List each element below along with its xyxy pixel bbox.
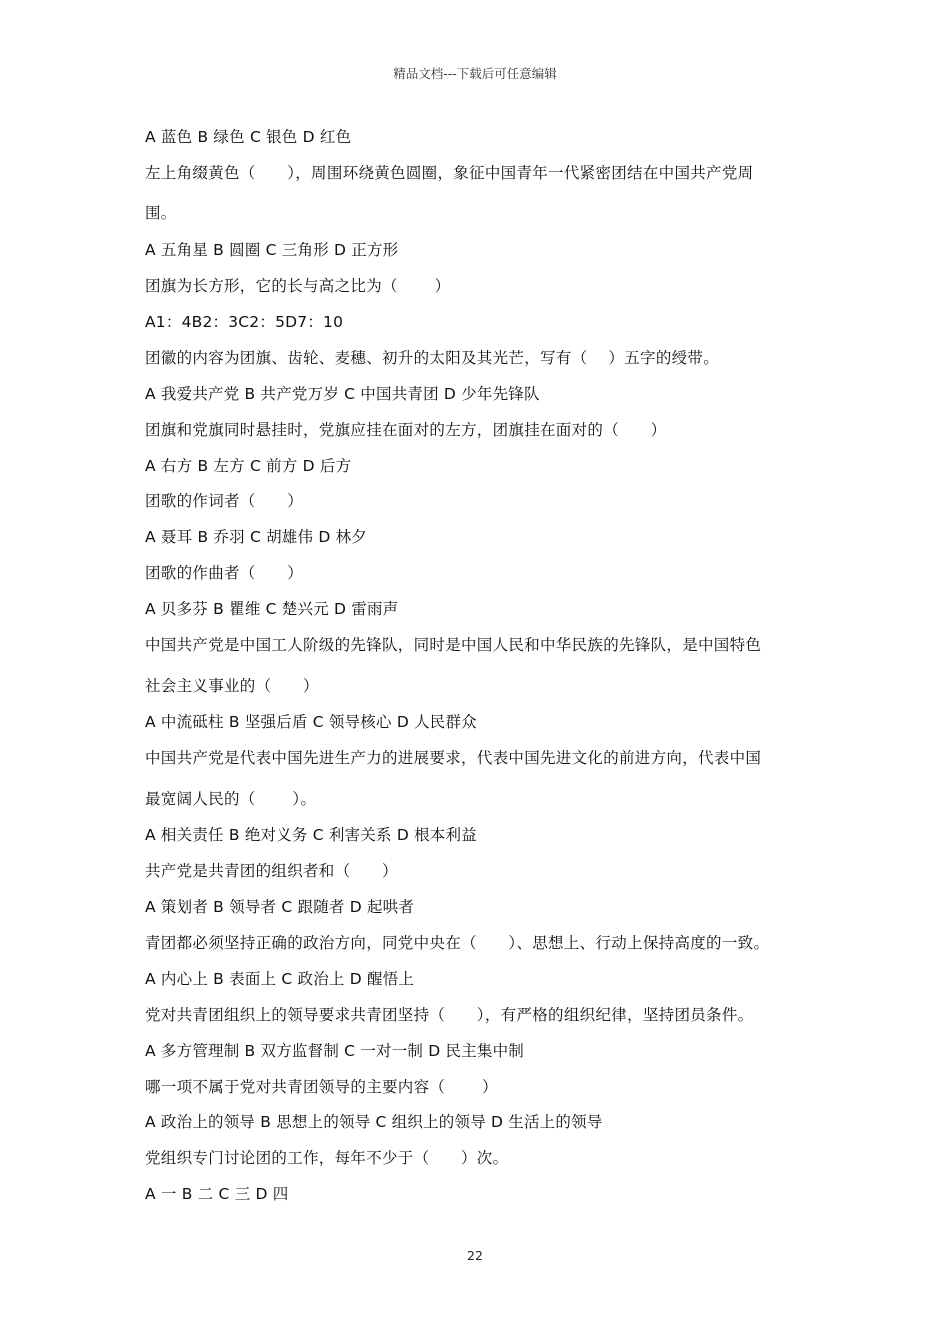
question-line: 中国共产党是中国工人阶级的先锋队，同时是中国人民和中华民族的先锋队，是中国特色: [145, 636, 762, 654]
answer-options-line: A 右方 B 左方 C 前方 D 后方: [145, 457, 352, 475]
question-line: 团歌的作曲者（ ）: [145, 564, 304, 582]
question-line: 哪一项不属于党对共青团领导的主要内容（ ）: [145, 1078, 498, 1096]
question-line: 共产党是共青团的组织者和（ ）: [145, 862, 398, 880]
answer-options-line: A 相关责任 B 绝对义务 C 利害关系 D 根本利益: [145, 826, 477, 844]
question-line: 党组织专门讨论团的工作，每年不少于（ ）次。: [145, 1149, 509, 1167]
question-line: 社会主义事业的（ ）: [145, 677, 319, 695]
question-line: 青团都必须坚持正确的政治方向，同党中央在（ ）、思想上、行动上保持高度的一致。: [145, 934, 770, 952]
answer-options-line: A1：4B2：3C2：5D7：10: [145, 313, 344, 331]
question-line: 中国共产党是代表中国先进生产力的进展要求，代表中国先进文化的前进方向，代表中国: [145, 749, 762, 767]
answer-options-line: A 聂耳 B 乔羽 C 胡雄伟 D 林夕: [145, 528, 367, 546]
answer-options-line: A 多方管理制 B 双方监督制 C 一对一制 D 民主集中制: [145, 1042, 524, 1060]
answer-options-line: A 中流砥柱 B 坚强后盾 C 领导核心 D 人民群众: [145, 713, 477, 731]
page-header: 精品文档---下载后可任意编辑: [393, 66, 557, 81]
question-line: 左上角缀黄色（ ），周围环绕黄色圆圈，象征中国青年一代紧密团结在中国共产党周: [145, 164, 754, 182]
answer-options-line: A 策划者 B 领导者 C 跟随者 D 起哄者: [145, 898, 415, 916]
answer-options-line: A 内心上 B 表面上 C 政治上 D 醒悟上: [145, 970, 415, 988]
question-line: 团旗和党旗同时悬挂时，党旗应挂在面对的左方，团旗挂在面对的（ ）: [145, 421, 667, 439]
answer-options-line: A 蓝色 B 绿色 C 银色 D 红色: [145, 128, 352, 146]
answer-options-line: A 一 B 二 C 三 D 四: [145, 1185, 289, 1203]
question-line: 团旗为长方形，它的长与高之比为（ ）: [145, 277, 451, 295]
answer-options-line: A 五角星 B 圆圈 C 三角形 D 正方形: [145, 241, 399, 259]
answer-options-line: A 我爱共产党 B 共产党万岁 C 中国共青团 D 少年先锋队: [145, 385, 540, 403]
question-line: 围。: [145, 204, 177, 222]
question-line: 团歌的作词者（ ）: [145, 492, 304, 510]
question-line: 团徽的内容为团旗、齿轮、麦穗、初升的太阳及其光芒，写有（ ）五字的绶带。: [145, 349, 720, 367]
question-line: 党对共青团组织上的领导要求共青团坚持（ ），有严格的组织纪律，坚持团员条件。: [145, 1006, 754, 1024]
question-line: 最宽阔人民的（ ）。: [145, 790, 317, 808]
answer-options-line: A 贝多芬 B 瞿维 C 楚兴元 D 雷雨声: [145, 600, 399, 618]
page-number: 22: [467, 1248, 483, 1263]
answer-options-line: A 政治上的领导 B 思想上的领导 C 组织上的领导 D 生活上的领导: [145, 1113, 603, 1131]
